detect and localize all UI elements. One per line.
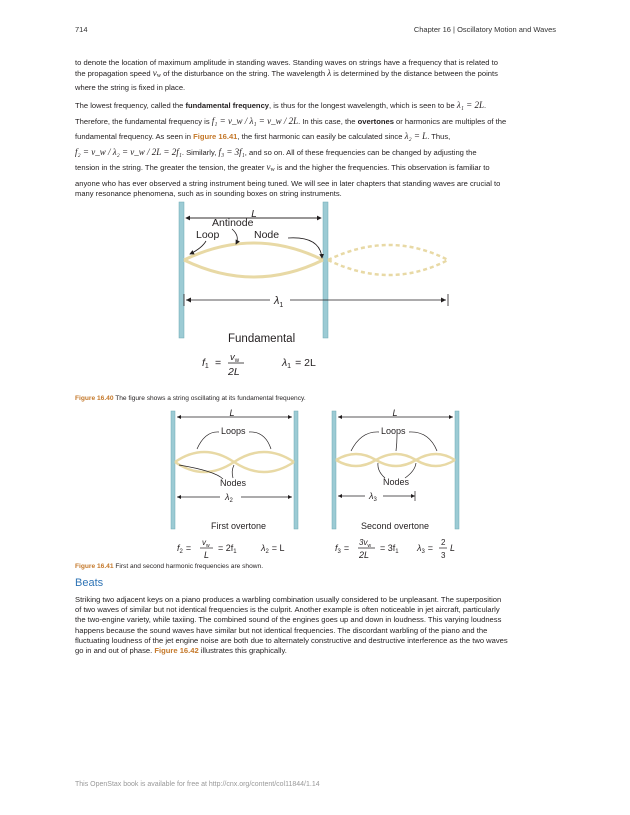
right-lambda-label: $\lambda_3$: [369, 491, 377, 503]
second-overtone-string-a: [336, 454, 455, 466]
beats-heading: Beats: [75, 577, 104, 589]
dashed-continuation-upper: [328, 245, 448, 260]
right-fixed-end: [323, 202, 328, 338]
f3-formula-rhs: = $3f_1$: [380, 543, 399, 555]
dashed-continuation-lower: [328, 260, 448, 275]
left-panel-left-end: [171, 411, 175, 529]
figure-16-41-link[interactable]: Figure 16.41: [193, 132, 238, 141]
term-fundamental-frequency: fundamental frequency: [185, 101, 270, 110]
right-loops-arrow-2: [396, 436, 397, 451]
chapter-title: Chapter 16 | Oscillatory Motion and Waves: [413, 25, 556, 34]
f3-denominator: 2L: [359, 550, 370, 560]
f1-numerator: $v_w$: [230, 352, 240, 364]
left-loops-arrow-2: [249, 432, 271, 449]
antinode-label: Antinode: [212, 217, 254, 229]
f3-numerator: $3v_w$: [359, 538, 372, 549]
right-panel-right-end: [455, 411, 459, 529]
paragraph-standing-waves: to denote the location of maximum amplitude in standing waves. Standing waves on strings have a frequency that is related to the propagation speed vw of the disturbance on the string. The wavelength λ is determined by the distance between the points where the string is fixed in place.: [75, 58, 498, 92]
f3-formula-lhs: $f_3$ =: [335, 543, 350, 555]
node-label: Node: [254, 229, 280, 241]
f2-formula-rhs: = $2f_1$: [218, 543, 237, 555]
lambda3-rhs: L: [450, 543, 456, 553]
right-loops-label: Loops: [381, 426, 406, 436]
right-panel-left-end: [332, 411, 336, 529]
antinode-arrow: [232, 229, 237, 244]
wavelength-arrowhead-left: [186, 298, 191, 303]
paragraph-fundamental-frequency: The lowest frequency, called the fundamental frequency, is thus for the longest wavelength, which is seen to be λ₁ = 2L. Therefore, the fundamental frequency is f₁ = v_w / λ₁ = v_w / 2L. In this case, the overtones or harmonics are multiples of the fundamental frequency. As seen in Figure 16.41, the first harmonic can easily be calculated since λ₂ = L. Thus, f₂ = v_w / λ₂ = v_w / 2L = 2f₁. Similarly, f₃ = 3f₁, and so on. All of these frequencies can be changed by adjusting the tension in the string. The greater the tension, the greater vw is and the higher the frequencies. This observation is familiar to anyone who has ever observed a string instrument being tuned. We will see in later chapters that standing waves are crucial to many resonance phenomena, such as in sounding boxes on string instruments.: [75, 100, 507, 198]
second-overtone-title: Second overtone: [361, 521, 430, 531]
right-length-label: L: [392, 408, 398, 418]
right-loops-arrow-1: [351, 432, 379, 451]
right-loops-arrow-3: [409, 432, 437, 451]
left-nodes-label: Nodes: [220, 478, 247, 488]
loop-label: Loop: [196, 229, 220, 241]
f1-denominator: 2L: [228, 366, 240, 378]
wavelength-label: $\lambda_1$: [274, 295, 284, 309]
lambda3-formula: $\lambda_3$ =: [417, 543, 434, 555]
figure-16-40-caption: Figure 16.40 The figure shows a string oscillating at its fundamental frequency.: [75, 395, 306, 402]
left-fixed-end: [179, 202, 184, 338]
left-lambda-label: $\lambda_2$: [225, 492, 233, 504]
string-upper-loop: [184, 243, 323, 260]
paragraph-beats: Striking two adjacent keys on a piano produces a warbling combination usually considered to be unpleasant. The superposition of two waves of similar but not identical frequencies is the culprit. Another example is often noticeable in jet aircraft, particularly the two-engine variety, while taxiing. The combined sound of the engines goes up and down in loudness. This varying loudness happens because the sound waves have similar but not identical frequencies. The discordant warbling of the piano and the fluctuating loudness of the jet engine noise are both due to alternately constructive and destructive interference as the two waves go in and out of phase. Figure 16.42 illustrates this graphically.: [75, 595, 508, 656]
second-overtone-string-b: [336, 454, 455, 466]
f2-denominator: L: [204, 550, 210, 560]
page-number: 714: [75, 25, 88, 34]
fundamental-title: Fundamental: [228, 333, 296, 345]
left-panel-right-end: [294, 411, 298, 529]
f2-numerator: $v_w$: [202, 538, 210, 549]
f2-formula-lhs: $f_2$ =: [177, 543, 192, 555]
left-nodes-arrow-2: [232, 465, 234, 478]
first-overtone-title: First overtone: [211, 521, 267, 531]
figure-16-41-caption: Figure 16.41 First and second harmonic frequencies are shown.: [75, 563, 264, 570]
first-overtone-string-b: [175, 452, 294, 472]
figure-16-41-diagram: [165, 405, 475, 565]
right-nodes-arrow-1: [378, 463, 385, 478]
term-overtones: overtones: [357, 116, 394, 126]
lambda2-formula: $\lambda_2 = L$: [261, 543, 285, 555]
left-length-label: L: [229, 408, 235, 418]
length-label: L: [251, 209, 257, 220]
figure-16-42-link[interactable]: Figure 16.42: [154, 646, 199, 656]
wavelength-arrowhead-right: [441, 298, 446, 303]
f1-symbol: f1: [202, 357, 209, 370]
page-footer: This OpenStax book is available for free at http://cnx.org/content/col11844/1.14: [75, 781, 320, 788]
left-loops-arrow-1: [197, 432, 219, 449]
figure-16-40-diagram: [170, 198, 470, 388]
left-loops-label: Loops: [221, 426, 246, 436]
f1-equals: =: [215, 357, 222, 369]
string-lower-loop: [184, 260, 323, 277]
right-nodes-label: Nodes: [383, 477, 410, 487]
lambda1-formula: λ1 = 2L: [282, 357, 316, 370]
lambda3-denominator: 3: [441, 551, 446, 560]
lambda3-numerator: 2: [441, 538, 446, 547]
